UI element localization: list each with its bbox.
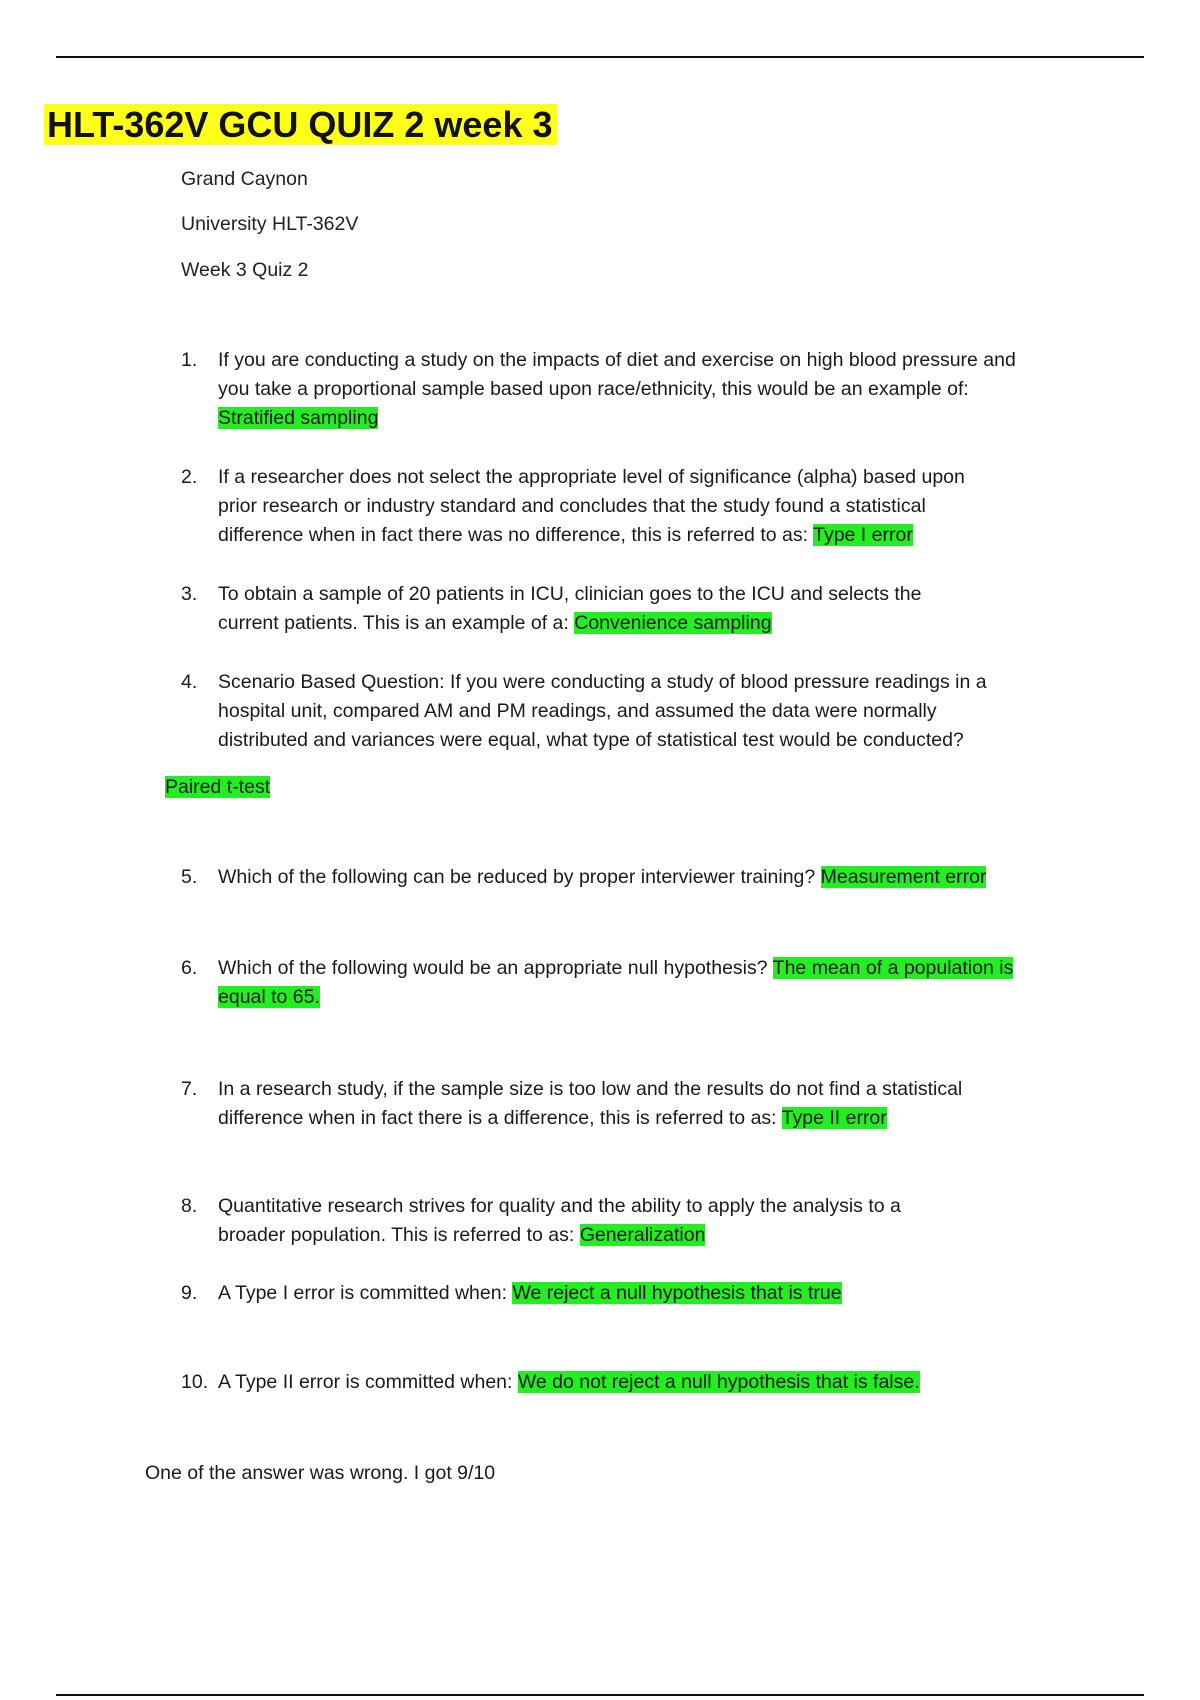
question-2 (181, 463, 1001, 550)
question-answer: Convenience sampling (574, 612, 772, 634)
question-text-wrap (218, 1192, 971, 1250)
question-text: Quantitative research strives for quality and the ability to apply the analysis to a broader population. This is referred to as: (218, 1195, 901, 1246)
footer-note: One of the answer was wrong. I got 9/10 (145, 1462, 496, 1484)
question-text: A Type I error is committed when: (218, 1282, 508, 1304)
question-answer: Type I error (813, 524, 913, 546)
question-answer: Generalization (579, 1224, 706, 1246)
question-8 (181, 1192, 971, 1250)
meta-institution: Grand Caynon (181, 168, 308, 190)
question-10 (181, 1368, 1061, 1397)
question-6 (181, 954, 1061, 1012)
question-number: 5. (181, 866, 198, 888)
question-7 (181, 1075, 971, 1133)
question-text-wrap (218, 580, 971, 638)
question-text: A Type II error is committed when: (218, 1371, 513, 1393)
question-9 (181, 1279, 1041, 1308)
question-1 (181, 346, 1031, 433)
question-text: Which of the following can be reduced by proper interviewer training? (218, 866, 816, 888)
question-number: 10. (181, 1371, 209, 1393)
question-number: 1. (181, 349, 198, 371)
question-text: Scenario Based Question: If you were conducting a study of blood pressure readings in a hospital unit, compared AM and PM readings, and assumed the data were normally distributed and variances were equal, what type of statistical test would be conducted? (218, 671, 987, 751)
bottom-rule (56, 1694, 1144, 1696)
document-title (44, 101, 557, 149)
meta-quiz: Week 3 Quiz 2 (181, 259, 309, 281)
top-rule (56, 56, 1144, 58)
meta-course: University HLT-362V (181, 213, 359, 235)
question-text-wrap (218, 463, 1001, 550)
question-answer: Type II error (781, 1107, 887, 1129)
question-text: In a research study, if the sample size is too low and the results do not find a statistical difference when in fact there is a difference, this is referred to as: (218, 1078, 963, 1129)
question-answer: We reject a null hypothesis that is true (512, 1282, 842, 1304)
question-answer: Measurement error (820, 866, 987, 888)
question-text: Which of the following would be an appropriate null hypothesis? (218, 957, 768, 979)
question-3 (181, 580, 971, 638)
question-number: 7. (181, 1078, 198, 1100)
question-text: If a researcher does not select the appropriate level of significance (alpha) based upon prior research or industry standard and concludes that the study found a statistical difference when in fact there was no difference, this is referred to as: (218, 466, 965, 546)
question-text: If you are conducting a study on the impacts of diet and exercise on high blood pressure and you take a proportional sample based upon race/ethnicity, this would be an example of: (218, 349, 1016, 400)
question-answer: Stratified sampling (218, 407, 379, 429)
question-number: 3. (181, 583, 198, 605)
question-5 (181, 863, 1081, 892)
question-text-wrap (218, 1368, 1061, 1397)
question-number: 8. (181, 1195, 198, 1217)
question-number: 4. (181, 671, 198, 693)
question-text-wrap (218, 863, 1081, 892)
question-4 (181, 668, 1016, 755)
question-answer: The mean of a population is equal to 65. (218, 957, 1014, 1008)
question-answer: We do not reject a null hypothesis that is false. (517, 1371, 920, 1393)
question-text: To obtain a sample of 20 patients in ICU, clinician goes to the ICU and selects the current patients. This is an example of a: (218, 583, 922, 634)
question-answer: Paired t-test (165, 776, 271, 798)
question-text-wrap (218, 1279, 1041, 1308)
question-number: 9. (181, 1282, 198, 1304)
question-number: 2. (181, 466, 198, 488)
question-number: 6. (181, 957, 198, 979)
question-text-wrap (218, 346, 1031, 433)
question-4-answer-line (165, 774, 270, 800)
question-text-wrap (218, 954, 1061, 1012)
question-text-wrap (218, 1075, 971, 1133)
document-title-text: HLT-362V GCU QUIZ 2 week 3 (44, 104, 557, 145)
